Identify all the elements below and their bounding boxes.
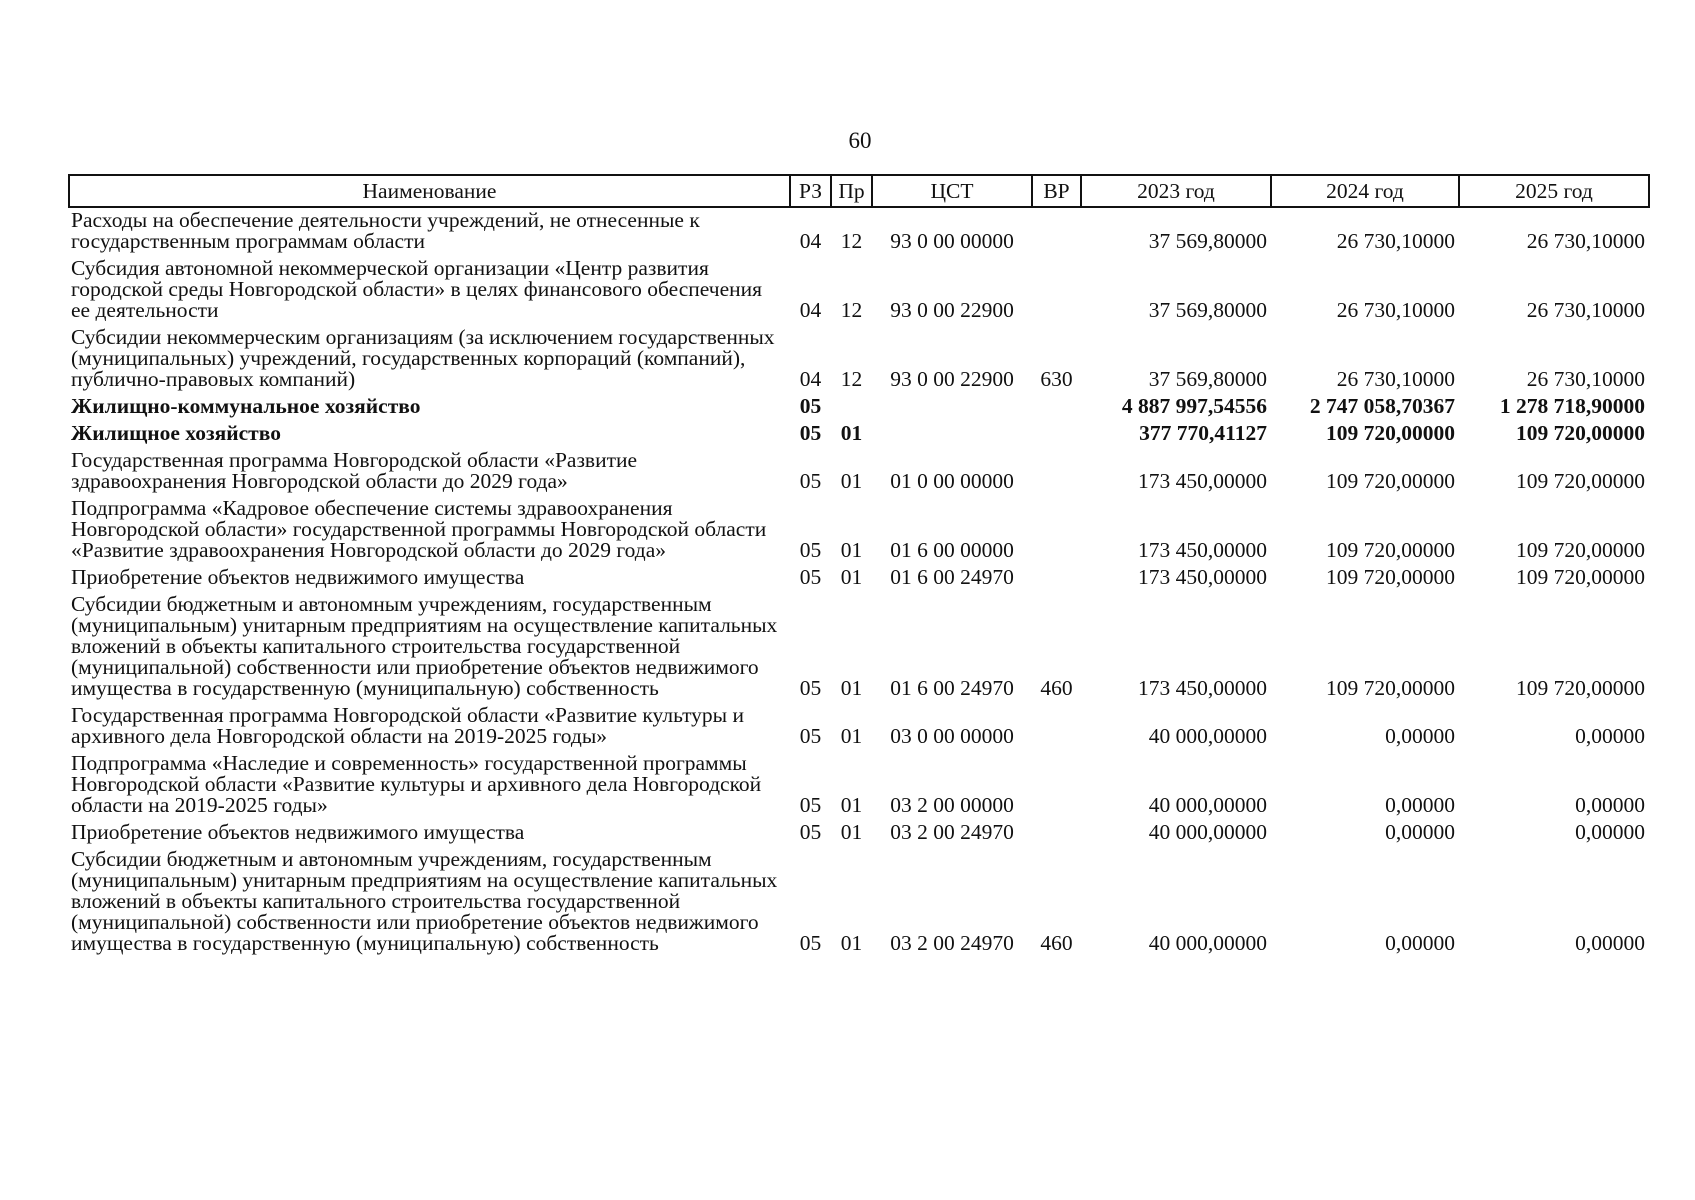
table-row <box>69 496 1649 565</box>
cell-pr <box>831 394 872 421</box>
cell-name: Жилищное хозяйство <box>71 421 281 445</box>
cell-2023: 173 450,00000 <box>1138 676 1267 700</box>
cell-name: Субсидия автономной некоммерческой организации «Центр развития городской среды Новгородской области» в целях финансового обеспечения ее деятельности <box>71 256 763 322</box>
cell-2023: 173 450,00000 <box>1138 565 1267 589</box>
cell-name: Субсидии бюджетным и автономным учреждениям, государственным (муниципальным) унитарным предприятиям на осуществление капитальных вложений в объекты капитального строительства государственной (муниципальной) собственности или приобретение объектов недвижимого имущества в государственную (муниципальную) собственность <box>71 592 778 700</box>
cell-2023: 173 450,00000 <box>1138 469 1267 493</box>
cell-cst <box>872 394 1032 421</box>
cell-2024: 0,00000 <box>1385 793 1455 817</box>
cell-2024: 2 747 058,70367 <box>1309 394 1455 418</box>
table-row <box>69 256 1649 325</box>
cell-2023: 37 569,80000 <box>1148 298 1267 322</box>
cell-cst: 93 0 00 22900 <box>890 367 1014 391</box>
cell-cst: 03 0 00 00000 <box>890 724 1014 748</box>
table-row <box>69 207 1649 256</box>
cell-2024: 109 720,00000 <box>1326 469 1455 493</box>
cell-pr: 01 <box>840 931 863 955</box>
cell-cst: 01 0 00 00000 <box>890 469 1014 493</box>
cell-2025: 26 730,10000 <box>1526 298 1645 322</box>
cell-name: Субсидии бюджетным и автономным учреждениям, государственным (муниципальным) унитарным предприятиям на осуществление капитальных вложений в объекты капитального строительства государственной (муниципальной) собственности или приобретение объектов недвижимого имущества в государственную (муниципальную) собственность <box>71 847 778 955</box>
cell-rz: 04 <box>799 229 822 253</box>
cell-rz: 04 <box>799 298 822 322</box>
cell-vr <box>1032 394 1081 421</box>
cell-name: Государственная программа Новгородской области «Развитие здравоохранения Новгородской области до 2029 года» <box>71 448 638 493</box>
table-row <box>69 325 1649 394</box>
cell-vr <box>1032 448 1081 496</box>
cell-pr: 01 <box>840 565 863 589</box>
cell-cst: 93 0 00 00000 <box>890 229 1014 253</box>
cell-2025: 109 720,00000 <box>1516 538 1645 562</box>
cell-name: Расходы на обеспечение деятельности учреждений, не отнесенные к государственным программам области <box>71 208 700 253</box>
cell-2023: 377 770,41127 <box>1139 421 1267 445</box>
header-name: Наименование <box>69 175 790 207</box>
cell-2023: 40 000,00000 <box>1148 820 1267 844</box>
header-pr: Пр <box>831 175 872 207</box>
cell-2023: 40 000,00000 <box>1148 724 1267 748</box>
header-2025: 2025 год <box>1459 175 1649 207</box>
header-vr: ВР <box>1032 175 1081 207</box>
cell-pr: 01 <box>840 820 863 844</box>
cell-vr <box>1032 703 1081 751</box>
header-2023: 2023 год <box>1081 175 1271 207</box>
table-row <box>69 592 1649 703</box>
cell-2025: 109 720,00000 <box>1516 421 1645 445</box>
cell-vr <box>1032 207 1081 256</box>
cell-vr <box>1032 256 1081 325</box>
cell-vr <box>1032 565 1081 592</box>
cell-pr: 01 <box>840 469 863 493</box>
cell-pr: 12 <box>840 298 863 322</box>
cell-2023: 40 000,00000 <box>1148 793 1267 817</box>
table-row <box>69 565 1649 592</box>
cell-rz: 05 <box>799 394 822 418</box>
cell-vr <box>1032 421 1081 448</box>
cell-2023: 40 000,00000 <box>1148 931 1267 955</box>
table-row <box>69 703 1649 751</box>
table-row <box>69 448 1649 496</box>
cell-2025: 109 720,00000 <box>1516 565 1645 589</box>
cell-vr <box>1032 496 1081 565</box>
cell-2025: 26 730,10000 <box>1526 367 1645 391</box>
cell-rz: 05 <box>799 421 822 445</box>
page-number: 60 <box>848 128 872 153</box>
cell-pr: 01 <box>840 538 863 562</box>
cell-cst: 03 2 00 24970 <box>890 931 1014 955</box>
cell-cst: 01 6 00 00000 <box>890 538 1014 562</box>
cell-vr: 460 <box>1040 931 1073 955</box>
cell-rz: 05 <box>799 820 822 844</box>
cell-name: Подпрограмма «Наследие и современность» государственной программы Новгородской области «Развитие культуры и архивного дела Новгородской области на 2019-2025 годы» <box>71 751 762 817</box>
cell-vr <box>1032 820 1081 847</box>
cell-pr: 12 <box>840 367 863 391</box>
table-row <box>69 820 1649 847</box>
cell-rz: 05 <box>799 676 822 700</box>
cell-2025: 109 720,00000 <box>1516 469 1645 493</box>
cell-2024: 0,00000 <box>1385 724 1455 748</box>
cell-2024: 109 720,00000 <box>1326 421 1455 445</box>
cell-2025: 26 730,10000 <box>1526 229 1645 253</box>
cell-2024: 26 730,10000 <box>1336 298 1455 322</box>
table-row <box>69 751 1649 820</box>
cell-2025: 0,00000 <box>1575 724 1645 748</box>
header-cst: ЦСТ <box>872 175 1032 207</box>
header-rz: РЗ <box>790 175 831 207</box>
cell-name: Государственная программа Новгородской области «Развитие культуры и архивного дела Новгородской области на 2019-2025 годы» <box>71 703 745 748</box>
cell-vr: 630 <box>1040 367 1073 391</box>
cell-rz: 05 <box>799 724 822 748</box>
cell-cst: 93 0 00 22900 <box>890 298 1014 322</box>
table-row <box>69 421 1649 448</box>
cell-name: Жилищно-коммунальное хозяйство <box>71 394 421 418</box>
cell-rz: 05 <box>799 565 822 589</box>
cell-2024: 26 730,10000 <box>1336 229 1455 253</box>
budget-table <box>68 174 1650 958</box>
cell-2025: 0,00000 <box>1575 793 1645 817</box>
cell-rz: 05 <box>799 931 822 955</box>
cell-2024: 109 720,00000 <box>1326 676 1455 700</box>
cell-pr: 01 <box>840 421 863 445</box>
cell-name: Приобретение объектов недвижимого имущества <box>71 820 525 844</box>
cell-2024: 0,00000 <box>1385 931 1455 955</box>
table-row <box>69 394 1649 421</box>
cell-2025: 109 720,00000 <box>1516 676 1645 700</box>
table-header <box>69 175 1649 207</box>
cell-vr: 460 <box>1040 676 1073 700</box>
cell-pr: 01 <box>840 793 863 817</box>
cell-name: Приобретение объектов недвижимого имущества <box>71 565 525 589</box>
cell-rz: 05 <box>799 793 822 817</box>
cell-rz: 05 <box>799 469 822 493</box>
cell-2024: 109 720,00000 <box>1326 565 1455 589</box>
cell-rz: 05 <box>799 538 822 562</box>
cell-name: Субсидии некоммерческим организациям (за исключением государственных (муниципальных) учреждений, государственных корпораций (компаний), публично-правовых компаний) <box>71 325 775 391</box>
cell-cst <box>872 421 1032 448</box>
cell-2025: 0,00000 <box>1575 820 1645 844</box>
cell-name: Подпрограмма «Кадровое обеспечение системы здравоохранения Новгородской области» государственной программы Новгородской области «Развитие здравоохранения Новгородской области до 2029 года» <box>71 496 767 562</box>
table-row <box>69 847 1649 958</box>
cell-pr: 01 <box>840 676 863 700</box>
cell-2023: 37 569,80000 <box>1148 229 1267 253</box>
header-2024: 2024 год <box>1271 175 1459 207</box>
cell-cst: 01 6 00 24970 <box>890 676 1014 700</box>
cell-2023: 37 569,80000 <box>1148 367 1267 391</box>
cell-2024: 0,00000 <box>1385 820 1455 844</box>
cell-2023: 173 450,00000 <box>1138 538 1267 562</box>
cell-vr <box>1032 751 1081 820</box>
cell-cst: 03 2 00 00000 <box>890 793 1014 817</box>
cell-2025: 0,00000 <box>1575 931 1645 955</box>
cell-2023: 4 887 997,54556 <box>1121 394 1267 418</box>
cell-cst: 01 6 00 24970 <box>890 565 1014 589</box>
cell-cst: 03 2 00 24970 <box>890 820 1014 844</box>
cell-2024: 109 720,00000 <box>1326 538 1455 562</box>
cell-pr: 12 <box>840 229 863 253</box>
cell-2025: 1 278 718,90000 <box>1499 394 1645 418</box>
cell-pr: 01 <box>840 724 863 748</box>
cell-2024: 26 730,10000 <box>1336 367 1455 391</box>
cell-rz: 04 <box>799 367 822 391</box>
table-body <box>69 207 1649 958</box>
